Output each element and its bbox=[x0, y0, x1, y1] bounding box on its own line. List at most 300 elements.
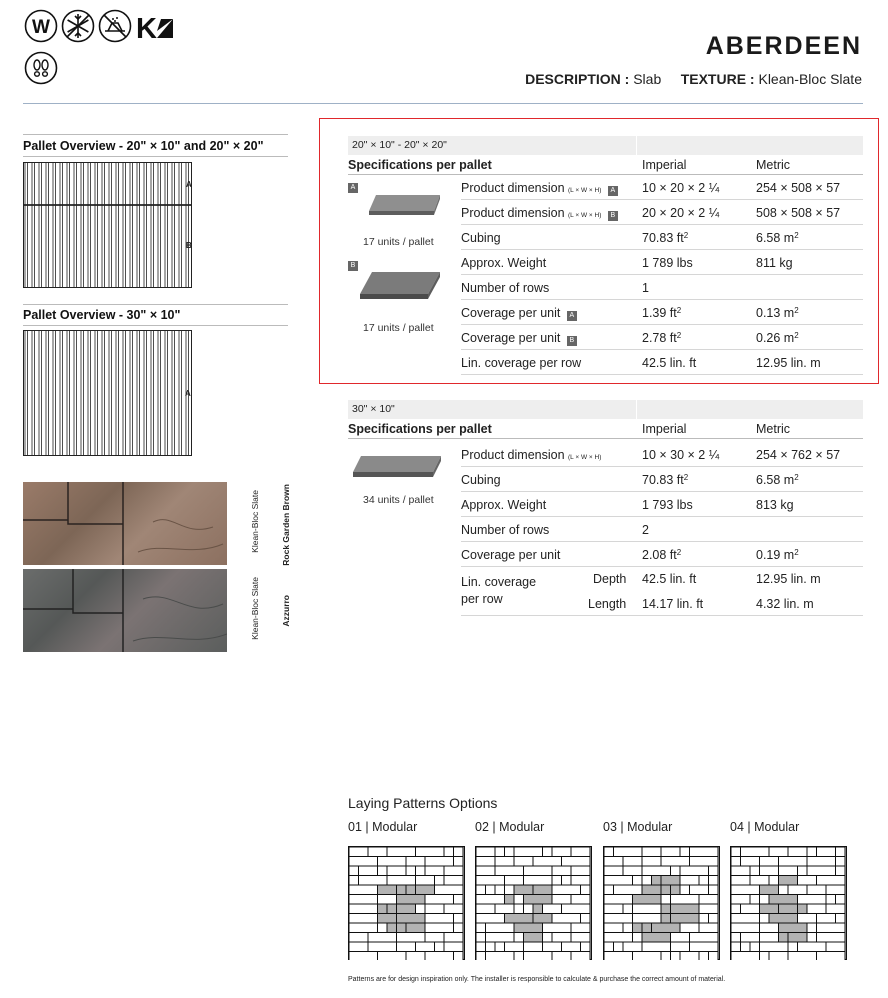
spec1-row-metric bbox=[756, 256, 793, 270]
paver-block bbox=[571, 952, 590, 961]
paver-block bbox=[543, 904, 562, 914]
paver-block bbox=[798, 914, 817, 924]
kb-logo-icon bbox=[135, 9, 175, 43]
paver-block bbox=[836, 895, 846, 905]
paver-block bbox=[349, 933, 368, 943]
slab-b-image bbox=[358, 270, 443, 302]
spec1-row bbox=[461, 300, 863, 325]
texture-value: Klean-Bloc Slate bbox=[758, 71, 862, 87]
paver-block bbox=[476, 885, 486, 895]
paver-block bbox=[425, 857, 454, 867]
paver-block bbox=[680, 923, 699, 933]
pallet-mark-b: B bbox=[186, 241, 192, 250]
pallet-slat bbox=[88, 331, 90, 456]
paver-block bbox=[817, 914, 836, 924]
paver-block bbox=[709, 914, 719, 924]
spec2-row-metric bbox=[756, 448, 840, 462]
paver-block bbox=[514, 952, 524, 961]
paver-block bbox=[524, 876, 553, 886]
paver-block bbox=[817, 923, 846, 933]
spec1-row-metric bbox=[756, 181, 840, 195]
paver-block bbox=[495, 866, 524, 876]
paver-block bbox=[349, 923, 378, 933]
paver-block bbox=[435, 942, 445, 952]
pallet-slat bbox=[67, 331, 69, 456]
paver-block bbox=[769, 895, 798, 905]
pattern-label-3: 03 | Modular bbox=[603, 820, 673, 834]
imperial-value: 20 × 20 × 2 ¼ bbox=[642, 206, 720, 220]
pallet-slat bbox=[137, 163, 139, 288]
paver-block bbox=[741, 857, 760, 867]
paver-block bbox=[807, 904, 826, 914]
spec2-row-imperial bbox=[642, 498, 693, 512]
spec2-lin-label-1: Lin. coverage bbox=[461, 575, 537, 589]
imperial-value: 10 × 30 × 2 ¼ bbox=[642, 448, 720, 462]
paver-block bbox=[397, 923, 407, 933]
spec1-row-metric bbox=[756, 356, 821, 370]
paver-block bbox=[543, 923, 572, 933]
paver-block bbox=[836, 914, 846, 924]
paver-block bbox=[769, 952, 788, 961]
pallet-slat bbox=[46, 163, 48, 288]
paver-block bbox=[807, 847, 817, 857]
paver-block bbox=[604, 885, 614, 895]
spec1-row bbox=[461, 200, 863, 225]
paver-block bbox=[514, 923, 543, 933]
paver-block bbox=[476, 895, 505, 905]
pallet-slat bbox=[95, 331, 97, 456]
paver-block bbox=[779, 857, 808, 867]
paver-block bbox=[680, 885, 690, 895]
paver-block bbox=[836, 847, 846, 857]
paver-block bbox=[505, 847, 515, 857]
paver-block bbox=[552, 876, 562, 886]
paver-block bbox=[699, 914, 709, 924]
paver-block bbox=[378, 857, 407, 867]
spec1-row-label bbox=[461, 331, 577, 346]
square-sup: 2 bbox=[683, 231, 689, 240]
imperial-value: 1.39 ft bbox=[642, 306, 677, 320]
paver-block bbox=[633, 952, 662, 961]
paver-block bbox=[476, 904, 495, 914]
paver-block bbox=[769, 876, 779, 886]
paver-block bbox=[349, 847, 368, 857]
paver-block bbox=[709, 952, 719, 961]
spec1-header-row bbox=[348, 155, 863, 175]
paver-block bbox=[524, 895, 553, 905]
paver-block bbox=[779, 885, 789, 895]
paver-block bbox=[623, 904, 633, 914]
spec1-row-imperial bbox=[642, 281, 649, 295]
paver-block bbox=[699, 923, 718, 933]
pattern-footnote: Patterns are for design inspiration only. The installer is responsible to calculate & purchase the correct amount of material. bbox=[348, 976, 726, 983]
paver-block bbox=[514, 885, 533, 895]
paver-block bbox=[533, 885, 552, 895]
spec2-row-imperial bbox=[642, 523, 649, 537]
paver-block bbox=[359, 866, 378, 876]
paver-block bbox=[604, 914, 633, 924]
paver-block bbox=[476, 857, 495, 867]
pattern-01-diagram bbox=[348, 846, 465, 960]
paver-block bbox=[349, 857, 378, 867]
paver-block bbox=[807, 866, 836, 876]
paver-block bbox=[671, 885, 681, 895]
paver-block bbox=[514, 895, 524, 905]
row-tag: A bbox=[608, 186, 618, 196]
paver-block bbox=[623, 923, 633, 933]
paver-block bbox=[416, 885, 435, 895]
pallet-slat bbox=[32, 163, 34, 288]
paver-block bbox=[562, 876, 572, 886]
paver-block bbox=[435, 876, 445, 886]
metric-value: 6.58 m bbox=[756, 473, 795, 487]
paver-block bbox=[690, 847, 719, 857]
paver-block bbox=[633, 904, 662, 914]
pallet-overview-2-title: Pallet Overview - 30" × 10" bbox=[23, 308, 288, 326]
paver-block bbox=[406, 923, 425, 933]
paver-block bbox=[817, 952, 846, 961]
paver-block bbox=[652, 876, 662, 886]
row-label-text: Coverage per unit bbox=[461, 548, 561, 562]
paver-block bbox=[671, 866, 681, 876]
paver-block bbox=[552, 885, 581, 895]
row-label-text: Approx. Weight bbox=[461, 256, 547, 270]
paver-block bbox=[826, 895, 836, 905]
paver-block bbox=[486, 942, 496, 952]
paver-block bbox=[671, 942, 690, 952]
paver-block bbox=[505, 895, 515, 905]
paver-block bbox=[533, 857, 562, 867]
paver-block bbox=[368, 847, 387, 857]
paver-block bbox=[349, 904, 378, 914]
pallet-slat bbox=[109, 163, 111, 288]
metric-value: 254 × 508 × 57 bbox=[756, 181, 841, 195]
pallet-slat bbox=[67, 163, 69, 288]
metric-value: 0.19 m bbox=[756, 548, 795, 562]
dimension-hint: (L × W × H) bbox=[568, 212, 602, 219]
paver-block bbox=[444, 904, 463, 914]
paver-block bbox=[661, 914, 671, 924]
paver-block bbox=[709, 866, 719, 876]
pallet-slat bbox=[123, 163, 125, 288]
paver-block bbox=[454, 923, 464, 933]
pallet-slat bbox=[88, 163, 90, 288]
paver-block bbox=[416, 876, 435, 886]
swatch-joints bbox=[23, 482, 227, 565]
imperial-value: 2.08 ft bbox=[642, 548, 677, 562]
paver-block bbox=[387, 866, 406, 876]
paver-block bbox=[524, 933, 543, 943]
paver-block bbox=[731, 847, 741, 857]
paver-block bbox=[505, 876, 524, 886]
pattern-04-diagram bbox=[730, 846, 847, 960]
paver-block bbox=[416, 942, 435, 952]
pallet-slat bbox=[116, 331, 118, 456]
paver-block bbox=[425, 914, 454, 924]
paver-block bbox=[604, 904, 623, 914]
square-sup: 2 bbox=[794, 306, 799, 315]
paver-block bbox=[690, 857, 719, 867]
paver-block bbox=[476, 876, 505, 886]
paver-block bbox=[779, 904, 798, 914]
imperial-value: 1 793 lbs bbox=[642, 498, 693, 512]
paver-block bbox=[524, 904, 534, 914]
pallet-overview-2-top-rule bbox=[23, 304, 288, 305]
paver-block bbox=[731, 933, 741, 943]
paver-block bbox=[514, 904, 524, 914]
spec1-col-imperial: Imperial bbox=[642, 158, 687, 172]
paver-block bbox=[633, 933, 643, 943]
paver-block bbox=[741, 847, 770, 857]
paver-block bbox=[779, 866, 798, 876]
pallet-slat bbox=[60, 163, 62, 288]
row-tag: B bbox=[567, 336, 577, 346]
paver-block bbox=[486, 885, 496, 895]
swatch-2-color: Azzurro bbox=[281, 595, 291, 627]
paver-block bbox=[378, 885, 397, 895]
spec2-lin-label-2: per row bbox=[461, 592, 503, 606]
spec2-size-label: 30" × 10" bbox=[352, 403, 395, 415]
paver-block bbox=[807, 857, 836, 867]
spec1-row-imperial bbox=[642, 181, 719, 195]
pallet-slat bbox=[102, 163, 104, 288]
tag-b: B bbox=[348, 261, 358, 271]
paver-block bbox=[623, 857, 642, 867]
paver-block bbox=[680, 876, 699, 886]
metric-value: 813 kg bbox=[756, 498, 794, 512]
square-sup: 2 bbox=[794, 231, 799, 240]
pallet-mark-a: A bbox=[186, 180, 192, 189]
paver-block bbox=[349, 876, 359, 886]
paver-block bbox=[425, 895, 454, 905]
paver-block bbox=[571, 923, 590, 933]
paver-block bbox=[505, 914, 534, 924]
paver-block bbox=[642, 933, 671, 943]
paver-block bbox=[690, 885, 709, 895]
paver-block bbox=[562, 942, 581, 952]
paver-block bbox=[623, 866, 642, 876]
dimension-hint: (L × W × H) bbox=[568, 454, 602, 461]
paver-block bbox=[836, 866, 846, 876]
paver-block bbox=[406, 857, 425, 867]
paver-block bbox=[505, 885, 515, 895]
spec2-row-label bbox=[461, 473, 501, 487]
spec1-size-bar bbox=[348, 136, 863, 155]
paver-block bbox=[604, 952, 633, 961]
paver-block bbox=[788, 942, 798, 952]
paver-block bbox=[760, 857, 779, 867]
paver-block bbox=[731, 942, 741, 952]
paver-block bbox=[454, 914, 464, 924]
square-sup: 2 bbox=[794, 473, 799, 482]
paver-block bbox=[378, 923, 388, 933]
spec2-row-metric bbox=[756, 548, 799, 562]
paver-block bbox=[486, 933, 515, 943]
w-circle-icon bbox=[24, 9, 58, 43]
imperial-value: 1 bbox=[642, 281, 649, 295]
imperial-value: 2 bbox=[642, 523, 649, 537]
paver-block bbox=[476, 933, 486, 943]
paver-block bbox=[486, 952, 515, 961]
pallet-slat bbox=[74, 331, 76, 456]
pallet-slat bbox=[130, 331, 132, 456]
paver-block bbox=[378, 895, 397, 905]
spec1-row bbox=[461, 275, 863, 300]
paver-block bbox=[406, 885, 416, 895]
metric-value: 508 × 508 × 57 bbox=[756, 206, 841, 220]
pallet-slat bbox=[32, 331, 34, 456]
paver-block bbox=[788, 933, 807, 943]
row-label-text: Product dimension bbox=[461, 206, 565, 220]
spec1-row-imperial bbox=[642, 206, 719, 220]
paver-block bbox=[552, 933, 571, 943]
pattern-label-1: 01 | Modular bbox=[348, 820, 418, 834]
paver-block bbox=[661, 885, 671, 895]
paver-block bbox=[486, 923, 515, 933]
paver-block bbox=[397, 942, 416, 952]
spec2-depth-label: Depth bbox=[593, 572, 627, 586]
certification-icons bbox=[24, 9, 175, 85]
paver-block bbox=[476, 923, 486, 933]
paver-block bbox=[397, 885, 407, 895]
pallet-mark-a2: A bbox=[185, 389, 191, 398]
pallet-slat bbox=[158, 331, 160, 456]
paver-block bbox=[690, 933, 719, 943]
pallet-slat bbox=[179, 163, 181, 288]
paver-block bbox=[671, 933, 690, 943]
imperial-value: 42.5 lin. ft bbox=[642, 356, 697, 370]
paver-block bbox=[368, 942, 397, 952]
paver-block bbox=[642, 923, 652, 933]
spec2-row bbox=[461, 542, 863, 567]
paver-block bbox=[817, 933, 846, 943]
spec1-row-label bbox=[461, 356, 581, 370]
spec1-row bbox=[461, 175, 863, 200]
paver-block bbox=[514, 933, 524, 943]
paver-block bbox=[788, 885, 807, 895]
spec2-size-bar bbox=[348, 400, 863, 419]
dimension-hint: (L × W × H) bbox=[568, 187, 602, 194]
pallet-slat bbox=[165, 331, 167, 456]
spec1-row-imperial bbox=[642, 256, 693, 270]
square-sup: 2 bbox=[683, 473, 689, 482]
pallet-slat bbox=[144, 163, 146, 288]
paver-block bbox=[604, 923, 623, 933]
paver-block bbox=[661, 876, 680, 886]
pallet-slat bbox=[60, 331, 62, 456]
metric-value: 811 kg bbox=[756, 256, 793, 270]
spec-table-1 bbox=[348, 136, 863, 376]
paver-block bbox=[699, 895, 718, 905]
pallet-slat bbox=[81, 331, 83, 456]
paver-block bbox=[642, 866, 671, 876]
row-label-text: Cubing bbox=[461, 231, 501, 245]
paver-block bbox=[571, 847, 590, 857]
pallet-slat bbox=[151, 331, 153, 456]
paver-block bbox=[817, 876, 846, 886]
paver-block bbox=[661, 952, 671, 961]
paver-block bbox=[349, 866, 359, 876]
paver-block bbox=[571, 895, 590, 905]
spec2-row-label bbox=[461, 548, 560, 562]
pallet-overview-1-title: Pallet Overview - 20" × 10" and 20" × 20" bbox=[23, 139, 288, 157]
paver-block bbox=[836, 857, 846, 867]
paver-block bbox=[387, 904, 397, 914]
paver-block bbox=[543, 933, 553, 943]
paver-block bbox=[397, 914, 426, 924]
spec1-row-metric bbox=[756, 231, 799, 245]
tag-a: A bbox=[348, 183, 358, 193]
paver-block bbox=[476, 952, 486, 961]
paver-block bbox=[425, 952, 454, 961]
spec1-row-imperial bbox=[642, 306, 681, 320]
paver-block bbox=[604, 866, 623, 876]
paver-block bbox=[476, 847, 495, 857]
paver-block bbox=[378, 914, 397, 924]
paver-block bbox=[750, 876, 769, 886]
spec1-row-label bbox=[461, 206, 618, 221]
paver-block bbox=[709, 876, 719, 886]
w-letter: W bbox=[32, 17, 50, 38]
spec2-row-label bbox=[461, 498, 546, 512]
paver-block bbox=[495, 847, 505, 857]
imperial-value: 70.83 ft bbox=[642, 473, 684, 487]
paver-block bbox=[349, 952, 378, 961]
pallet-slat bbox=[123, 331, 125, 456]
paver-block bbox=[731, 904, 741, 914]
paver-block bbox=[807, 933, 817, 943]
paver-block bbox=[552, 866, 571, 876]
paver-block bbox=[581, 942, 591, 952]
paver-block bbox=[680, 866, 709, 876]
texture-label: TEXTURE : bbox=[680, 71, 755, 87]
spec1-row-label bbox=[461, 231, 501, 245]
pallet-slat bbox=[95, 163, 97, 288]
pallet-slat bbox=[179, 331, 181, 456]
square-sup: 2 bbox=[794, 548, 799, 557]
paver-block bbox=[731, 866, 750, 876]
spec1-row bbox=[461, 350, 863, 375]
spec2-col-imperial: Imperial bbox=[642, 422, 687, 436]
paver-block bbox=[552, 914, 581, 924]
paver-block bbox=[571, 933, 590, 943]
square-sup: 2 bbox=[676, 331, 682, 340]
pallet-diagram-2 bbox=[23, 330, 195, 456]
spec1-units-a: 17 units / pallet bbox=[363, 236, 434, 248]
paver-block bbox=[760, 942, 789, 952]
row-label-text: Product dimension bbox=[461, 181, 565, 195]
paver-block bbox=[750, 895, 760, 905]
paver-block bbox=[642, 942, 671, 952]
paver-block bbox=[416, 904, 426, 914]
paver-block bbox=[614, 847, 643, 857]
spec1-row-label bbox=[461, 281, 549, 295]
spec2-row bbox=[461, 492, 863, 517]
spec2-units: 34 units / pallet bbox=[363, 494, 434, 506]
spec1-row-metric bbox=[756, 331, 799, 345]
row-label-text: Cubing bbox=[461, 473, 501, 487]
spec1-row-label bbox=[461, 181, 618, 196]
swatch-joints-2 bbox=[23, 569, 227, 652]
spec2-depth-imperial: 42.5 lin. ft bbox=[642, 572, 697, 586]
paver-block bbox=[633, 876, 643, 886]
paver-block bbox=[397, 895, 426, 905]
paver-block bbox=[581, 885, 591, 895]
paver-block bbox=[604, 933, 633, 943]
paver-block bbox=[760, 933, 779, 943]
spec1-row-imperial bbox=[642, 331, 681, 345]
pallet-slat bbox=[109, 331, 111, 456]
